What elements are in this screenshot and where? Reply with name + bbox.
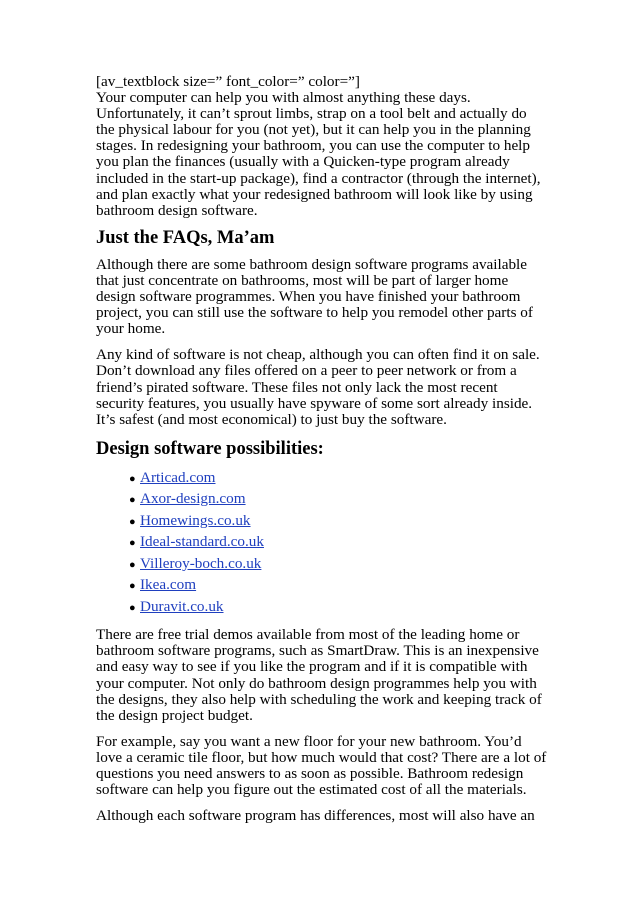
closing-fragment: Although each software program has differences, most will also have an xyxy=(96,807,535,825)
intro-paragraph: Your computer can help you with almost anything these days. Unfortunately, it can’t sprout limbs, strap on a tool belt and actually do the physical labour for you (not yet), but it can help you in the planning stages. In redesigning your bathroom, you can use the computer to help you plan the finances (usually with a Quicken-type program already included in the start-up package), find a contractor (through the internet), and plan exactly what your redesigned bathroom will look like by using bathroom design software. xyxy=(96,89,541,219)
bullet-icon: ● xyxy=(129,472,136,485)
list-item xyxy=(129,532,548,554)
faq-paragraph-2: Any kind of software is not cheap, although you can often find it on sale. Don’t download any files offered on a peer to peer network or from a friend’s pirated software. These files not only lack the most recent security features, you usually have spyware of some sort already inside. It’s safest (and most economical) to just buy the software. xyxy=(96,346,540,428)
link-ikea[interactable]: Ikea.com xyxy=(140,576,197,594)
heading-software-possibilities: Design software possibilities: xyxy=(96,438,324,459)
link-ideal-standard[interactable]: Ideal-standard.co.uk xyxy=(140,533,264,551)
list-item xyxy=(129,489,548,511)
faq-paragraph-1: Although there are some bathroom design software programs available that just concentrate on bathrooms, most will be part of larger home design software programmes. When you have finished your bathroom project, you can still use the software to help you remodel other parts of your home. xyxy=(96,255,533,338)
intro-text xyxy=(96,74,548,219)
list-item xyxy=(129,468,548,490)
shortcode-line: [av_textblock size=” font_color=” color=”] xyxy=(96,73,360,90)
link-duravit[interactable]: Duravit.co.uk xyxy=(140,597,224,615)
bullet-icon: ● xyxy=(129,601,136,614)
bullet-icon: ● xyxy=(129,515,136,528)
list-item xyxy=(129,575,548,597)
bullet-icon: ● xyxy=(129,494,136,507)
link-articad[interactable]: Articad.com xyxy=(140,468,216,486)
heading-faqs: Just the FAQs, Ma’am xyxy=(96,227,275,248)
list-item xyxy=(129,511,548,533)
list-item xyxy=(129,597,548,619)
bullet-icon: ● xyxy=(129,558,136,571)
trial-paragraph: There are free trial demos available from most of the leading home or bathroom software programs, such as SmartDraw. This is an inexpensive and easy way to see if you like the program and if it is compatible with your computer. Not only do bathroom design programmes help you with the designs, they also help with scheduling the work and keeping track of the design project budget. xyxy=(96,626,542,724)
bullet-icon: ● xyxy=(129,537,136,550)
example-paragraph: For example, say you want a new floor for your new bathroom. You’d love a ceramic tile floor, but how much would that cost? There are a lot of questions you need answers to as soon as possible. Bathroom redesign software can help you figure out the estimated cost of all the materials. xyxy=(96,732,547,799)
bullet-icon: ● xyxy=(129,580,136,593)
link-homewings[interactable]: Homewings.co.uk xyxy=(140,511,251,529)
document-page xyxy=(96,74,548,834)
link-villeroy-boch[interactable]: Villeroy-boch.co.uk xyxy=(140,554,262,572)
list-item xyxy=(129,554,548,576)
link-axor-design[interactable]: Axor-design.com xyxy=(140,490,246,508)
software-link-list xyxy=(96,468,548,619)
